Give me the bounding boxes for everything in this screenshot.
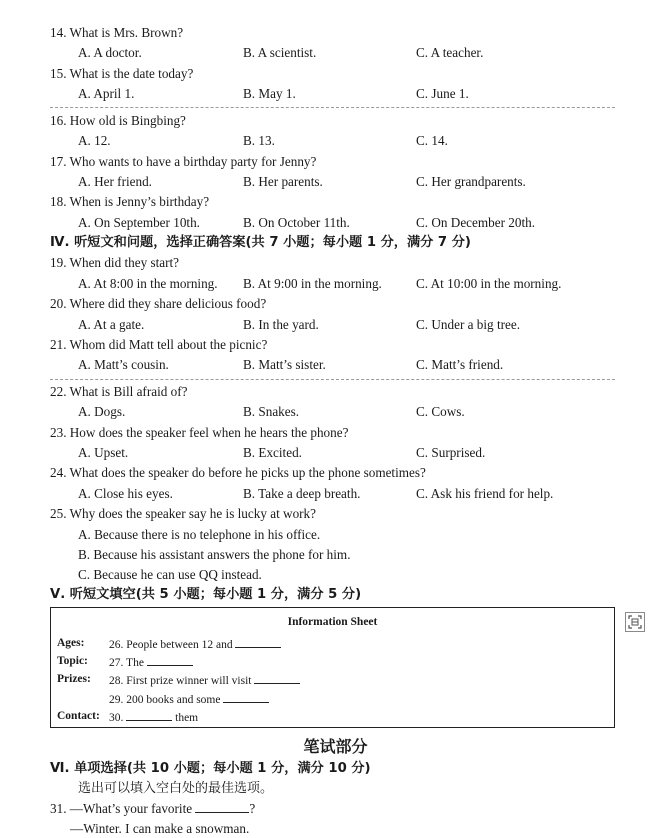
contact-number: 30. [109,712,124,724]
question-19: 19. When did they start? [50,255,180,270]
option-20-c: C. Under a big tree. [416,317,520,332]
option-19-c: C. At 10:00 in the morning. [416,276,562,291]
option-15-c: C. June 1. [416,86,469,101]
option-18-b: B. On October 11th. [243,215,350,230]
option-23-a: A. Upset. [78,445,129,460]
option-14-a: A. A doctor. [78,45,142,60]
blank-26[interactable] [235,635,281,648]
topic-label: Topic: [57,655,88,667]
blank-30[interactable] [126,708,172,721]
prizes-label: Prizes: [57,673,91,685]
option-16-a: A. 12. [78,133,111,148]
option-22-a: A. Dogs. [78,404,126,419]
ages-line [109,635,281,653]
prizes-text-2: 29. 200 books and some [109,694,221,706]
option-24-b: B. Take a deep breath. [243,486,361,501]
option-22-c: C. Cows. [416,404,465,419]
question-31-answer: —Winter. I can make a snowman. [70,821,250,836]
contact-label: Contact: [57,710,100,722]
option-20-b: B. In the yard. [243,317,319,332]
question-18: 18. When is Jenny’s birthday? [50,194,210,209]
question-22: 22. What is Bill afraid of? [50,384,188,399]
option-17-b: B. Her parents. [243,174,323,189]
question-20: 20. Where did they share delicious food? [50,296,267,311]
option-17-a: A. Her friend. [78,174,152,189]
question-31 [50,800,255,818]
scan-icon[interactable] [625,612,645,632]
option-19-a: A. At 8:00 in the morning. [78,276,218,291]
option-17-c: C. Her grandparents. [416,174,526,189]
option-15-b: B. May 1. [243,86,296,101]
option-20-a: A. At a gate. [78,317,145,332]
option-24-a: A. Close his eyes. [78,486,173,501]
option-23-c: C. Surprised. [416,445,486,460]
option-16-b: B. 13. [243,133,275,148]
contact-text: them [175,712,199,724]
question-31-end: ? [249,801,256,816]
question-14: 14. What is Mrs. Brown? [50,25,184,40]
section-6-heading: Ⅵ. 单项选择(共 10 小题；每小题 1 分，满分 10 分) [50,761,371,776]
option-25-c: C. Because he can use QQ instead. [78,567,262,582]
question-24: 24. What does the speaker do before he picks up the phone sometimes? [50,465,426,480]
topic-text: 27. The [109,657,144,669]
question-31-text: 31. —What’s your favorite [50,801,193,816]
option-22-b: B. Snakes. [243,404,300,419]
option-21-b: B. Matt’s sister. [243,357,326,372]
blank-31[interactable] [195,800,249,813]
option-25-a: A. Because there is no telephone in his office. [78,527,321,542]
option-18-a: A. On September 10th. [78,215,200,230]
blank-28[interactable] [254,671,300,684]
section-4-heading: Ⅳ. 听短文和问题，选择正确答案(共 7 小题；每小题 1 分，满分 7 分) [50,235,471,250]
ages-text: 26. People between 12 and [109,639,233,651]
prizes-line-1 [109,671,300,689]
question-23: 23. How does the speaker feel when he hears the phone? [50,425,349,440]
blank-27[interactable] [147,653,193,666]
question-25: 25. Why does the speaker say he is lucky at work? [50,506,316,521]
section-divider [50,107,615,108]
section-6-instruction: 选出可以填入空白处的最佳选项。 [78,781,274,796]
topic-line [109,653,193,671]
option-18-c: C. On December 20th. [416,215,536,230]
ages-label: Ages: [57,637,85,649]
written-section-heading: 笔试部分 [303,737,368,756]
prizes-line-2 [109,690,269,708]
option-24-c: C. Ask his friend for help. [416,486,554,501]
option-25-b: B. Because his assistant answers the phone for him. [78,547,351,562]
option-16-c: C. 14. [416,133,448,148]
question-21: 21. Whom did Matt tell about the picnic? [50,337,268,352]
option-14-c: C. A teacher. [416,45,484,60]
information-sheet [50,607,615,728]
scan-icon-glyph [628,615,642,629]
contact-line [109,708,198,726]
option-19-b: B. At 9:00 in the morning. [243,276,382,291]
option-23-b: B. Excited. [243,445,302,460]
question-15: 15. What is the date today? [50,66,194,81]
option-21-c: C. Matt’s friend. [416,357,504,372]
blank-29[interactable] [223,690,269,703]
option-15-a: A. April 1. [78,86,135,101]
question-16: 16. How old is Bingbing? [50,113,186,128]
section-divider [50,379,615,380]
question-17: 17. Who wants to have a birthday party for Jenny? [50,154,317,169]
option-14-b: B. A scientist. [243,45,317,60]
section-5-heading: Ⅴ. 听短文填空(共 5 小题；每小题 1 分，满分 5 分) [50,587,362,602]
prizes-text-1: 28. First prize winner will visit [109,675,252,687]
information-sheet-title: Information Sheet [287,616,378,628]
option-21-a: A. Matt’s cousin. [78,357,169,372]
